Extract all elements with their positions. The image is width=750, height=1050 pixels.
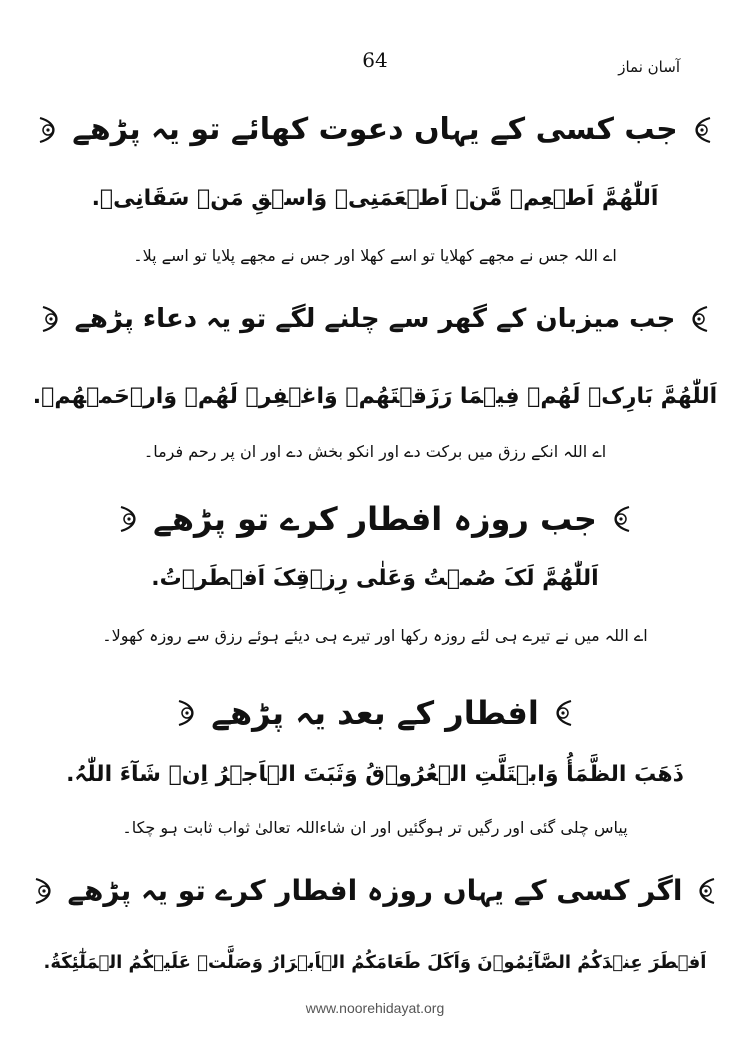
ornament-icon <box>39 304 69 334</box>
urdu-translation: اے اللہ میں نے تیرے ہی لئے روزہ رکھا اور تیرے ہی دیئے ہوئے رزق سے روزہ کھولا۔ <box>102 626 648 645</box>
ornament-icon <box>603 504 633 534</box>
arabic-dua: اَللّٰھُمَّ بَارِکۡ لَھُمۡ فِیۡمَا رَزَقۡتَھُمۡ وَاغۡفِرۡ لَھُمۡ وَارۡحَمۡھُمۡ. <box>32 384 718 409</box>
urdu-translation: اے اللہ جس نے مجھے کھلایا تو اسے کھلا اور جس نے مجھے پلایا تو اسے پلا۔ <box>133 246 617 265</box>
section-heading <box>30 694 720 732</box>
page-number: 64 <box>362 48 388 72</box>
heading-text: جب کسی کے یہاں دعوت کھائے تو یہ پڑھے <box>72 112 678 147</box>
ornament-icon <box>32 876 62 906</box>
arabic-dua: ذَھَبَ الظَّمَأُ وَابۡتَلَّتِ الۡعُرُوۡقُ وَثَبَتَ الۡاَجۡرُ اِنۡ شَآءَ اللّٰہُ. <box>66 762 684 787</box>
website-url: www.noorehidayat.org <box>305 1000 445 1016</box>
ornament-icon <box>117 504 147 534</box>
book-title: آسان نماز <box>618 58 680 76</box>
section-heading <box>30 304 720 334</box>
heading-text: جب روزہ افطار کرے تو پڑھے <box>153 500 597 538</box>
ornament-icon <box>36 115 66 145</box>
ornament-icon <box>684 115 714 145</box>
heading-text: جب میزبان کے گھر سے چلنے لگے تو یہ دعاء پڑھے <box>74 304 676 334</box>
section-heading <box>30 500 720 538</box>
ornament-icon <box>545 698 575 728</box>
section-heading <box>30 874 720 907</box>
arabic-dua: اَفۡطَرَ عِنۡدَکُمُ الصَّآئِمُوۡنَ وَاَکَلَ طَعَامَکُمُ الۡاَبۡرَارُ وَصَلَّتۡ عَلَیۡکُمُ الۡمَلٰٓئِکَةُ. <box>43 952 707 973</box>
arabic-dua: اَللّٰھُمَّ لَکَ صُمۡتُ وَعَلٰی رِزۡقِکَ اَفۡطَرۡتُ. <box>151 566 599 591</box>
ornament-icon <box>681 304 711 334</box>
heading-text: افطار کے بعد یہ پڑھے <box>211 694 539 732</box>
ornament-icon <box>175 698 205 728</box>
heading-text: اگر کسی کے یہاں روزہ افطار کرے تو یہ پڑھے <box>67 874 683 907</box>
section-heading <box>30 112 720 147</box>
ornament-icon <box>688 876 718 906</box>
arabic-dua: اَللّٰھُمَّ اَطۡعِمۡ مَّنۡ اَطۡعَمَنِیۡ وَاسۡقِ مَنۡ سَقَانِیۡ. <box>91 186 659 211</box>
urdu-translation: پیاس چلی گئی اور رگیں تر ہوگئیں اور ان شاءاللہ تعالیٰ ثواب ثابت ہو چکا۔ <box>122 818 628 837</box>
urdu-translation: اے اللہ انکے رزق میں برکت دے اور انکو بخش دے اور ان پر رحم فرما۔ <box>143 442 607 461</box>
